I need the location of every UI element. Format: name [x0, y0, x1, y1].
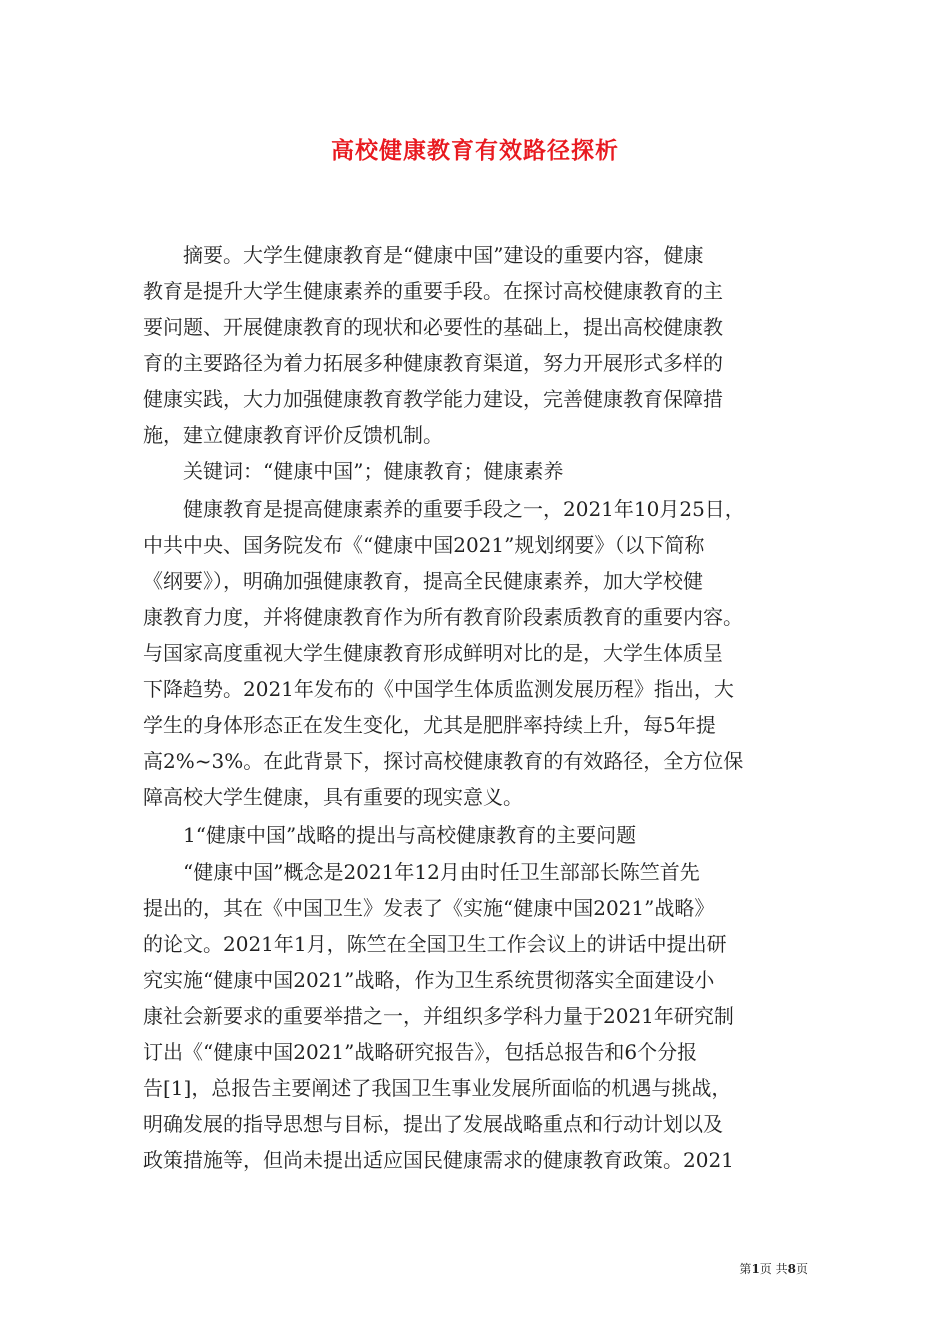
paragraph-line: 的论文。2021年1月，陈竺在全国卫生工作会议上的讲话中提出研: [143, 932, 727, 956]
paragraph-line: 究实施“健康中国2021”战略，作为卫生系统贯彻落实全面建设小: [143, 968, 715, 992]
paragraph-line: 健康教育是提高健康素养的重要手段之一，2021年10月25日，: [143, 497, 745, 521]
paragraph-line: 要问题、开展健康教育的现状和必要性的基础上，提出高校健康教: [143, 315, 723, 339]
document-title: 高校健康教育有效路径探析: [331, 137, 619, 164]
paragraph-line: 教育是提升大学生健康素养的重要手段。在探讨高校健康教育的主: [143, 279, 723, 303]
paragraph-line: 健康实践，大力加强健康教育教学能力建设，完善健康教育保障措: [143, 387, 723, 411]
page-footer: [739, 1260, 808, 1277]
paragraph-line: 与国家高度重视大学生健康教育形成鲜明对比的是，大学生体质呈: [143, 641, 723, 665]
paragraph-line: 康教育力度，并将健康教育作为所有教育阶段素质教育的重要内容。: [143, 605, 743, 629]
paragraph-line: 政策措施等，但尚未提出适应国民健康需求的健康教育政策。2021: [143, 1148, 734, 1172]
paragraph-line: 康社会新要求的重要举措之一，并组织多学科力量于2021年研究制: [143, 1004, 734, 1028]
paragraph-line: 育的主要路径为着力拓展多种健康教育渠道，努力开展形式多样的: [143, 351, 723, 375]
paragraph-line: 订出《“健康中国2021”战略研究报告》，包括总报告和6个分报: [143, 1040, 698, 1064]
paragraph-line: 学生的身体形态正在发生变化，尤其是肥胖率持续上升，每5年提: [143, 713, 716, 737]
paragraph-line: 下降趋势。2021年发布的《中国学生体质监测发展历程》指出，大: [143, 677, 734, 701]
paragraph-line: 施，建立健康教育评价反馈机制。: [143, 423, 443, 447]
paragraph-line: 中共中央、国务院发布《“健康中国2021”规划纲要》（以下简称: [143, 533, 705, 557]
current-page-number: 1: [751, 1262, 760, 1276]
footer-prefix: 第: [739, 1262, 752, 1276]
paragraph-line: 障高校大学生健康，具有重要的现实意义。: [143, 785, 523, 809]
footer-suffix: 页: [795, 1262, 808, 1276]
paragraph-line: 《纲要》），明确加强健康教育，提高全民健康素养，加大学校健: [143, 569, 703, 593]
footer-middle: 页 共: [759, 1262, 788, 1276]
paragraph-line: 告[1]，总报告主要阐述了我国卫生事业发展所面临的机遇与挑战，: [143, 1076, 732, 1100]
paragraph-line: 明确发展的指导思想与目标，提出了发展战略重点和行动计划以及: [143, 1112, 723, 1136]
paragraph-line: 摘要。大学生健康教育是“健康中国”建设的重要内容，健康: [143, 243, 704, 267]
paragraph-line: 提出的，其在《中国卫生》发表了《实施“健康中国2021”战略》: [143, 896, 715, 920]
keywords-line: 关键词：“健康中国”；健康教育；健康素养: [143, 459, 564, 483]
paragraph-line: 高2%~3%。在此背景下，探讨高校健康教育的有效路径，全方位保: [143, 749, 744, 773]
paragraph-line: “健康中国”概念是2021年12月由时任卫生部部长陈竺首先: [143, 860, 700, 884]
total-pages-number: 8: [787, 1262, 796, 1276]
section-heading: 1“健康中国”战略的提出与高校健康教育的主要问题: [143, 823, 637, 847]
